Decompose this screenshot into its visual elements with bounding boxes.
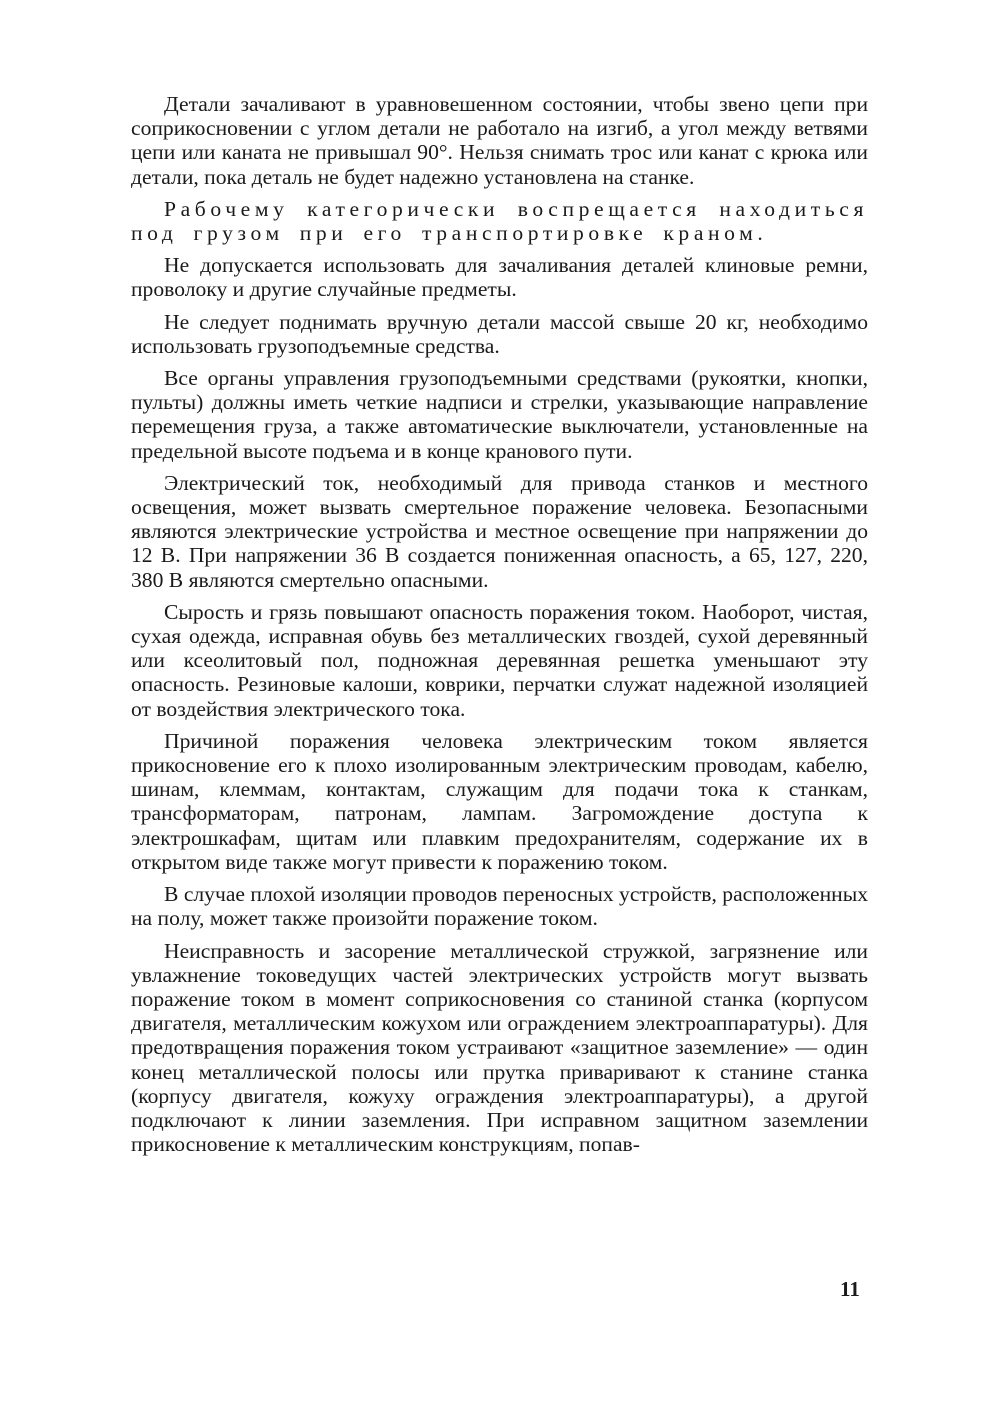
paragraph-control-labels: Все органы управления грузоподъемными средствами (рукоятки, кнопки, пульты) должны иметь четкие надписи и стрелки, указывающие направление перемещения груза, а также автоматические выключатели, установленные на предельной высоте подъема и в конце кранового пути. bbox=[131, 366, 868, 463]
paragraph-electric-current: Электрический ток, необходимый для привода станков и местного освещения, может вызвать смертельное поражение человека. Безопасными являются электрические устройства и местное освещение при напряжении до 12 В. При напряжении 36 В создается пониженная опасность, а 65, 127, 220, 380 В являются смертельно опасными. bbox=[131, 470, 868, 592]
page-number: 11 bbox=[840, 1277, 860, 1301]
paragraph-floor-wires: В случае плохой изоляции проводов переносных устройств, расположенных на полу, может также произойти поражение током. bbox=[131, 882, 868, 931]
paragraph-moisture-dirt: Сырость и грязь повышают опасность поражения током. Наоборот, чистая, сухая одежда, исправная обувь без металлических гвоздей, сухой деревянный или ксеолитовый пол, подножная деревянная решетка уменьшают эту опасность. Резиновые калоши, коврики, перчатки служат надежной изоляцией от воздействия электрического тока. bbox=[131, 599, 868, 721]
document-page bbox=[131, 92, 868, 1392]
paragraph-no-random-items: Не допускается использовать для зачаливания деталей клиновые ремни, проволоку и другие случайные предметы. bbox=[131, 253, 868, 302]
paragraph-shock-causes: Причиной поражения человека электрическим током является прикосновение его к плохо изолированным электрическим проводам, кабелю, шинам, клеммам, контактам, служащим для подачи тока к станкам, трансформаторам, патронам, лампам. Загромождение доступа к электрошкафам, щитам или плавким предохранителям, содержание их в открытом виде также могут привести к поражению током. bbox=[131, 728, 868, 874]
paragraph-under-load-warning: Рабочему категорически воспрещается находиться под грузом при его транспортировке краном. bbox=[131, 196, 868, 246]
paragraph-slinging-balance: Детали зачаливают в уравновешенном состоянии, чтобы звено цепи при соприкосновении с углом детали не работало на изгиб, а угол между ветвями цепи или каната не привышал 90°. Нельзя снимать трос или канат с крюка или детали, пока деталь не будет надежно установлена на станке. bbox=[131, 92, 868, 189]
paragraph-manual-lifting: Не следует поднимать вручную детали массой свыше 20 кг, необходимо использовать грузоподъемные средства. bbox=[131, 309, 868, 358]
paragraph-grounding: Неисправность и засорение металлической стружкой, загрязнение или увлажнение токоведущих частей электрических устройств могут вызвать поражение током в момент соприкосновения со станиной станка (корпусом двигателя, металлическим кожухом или ограждением электроаппаратуры). Для предотвращения поражения током устраивают «защитное заземление» — один конец металлической полосы или прутка приваривают к станине станка (корпусу двигателя, кожуху ограждения электроаппаратуры), а другой подключают к линии заземления. При исправном защитном заземлении прикосновение к металлическим конструкциям, попав- bbox=[131, 938, 868, 1157]
